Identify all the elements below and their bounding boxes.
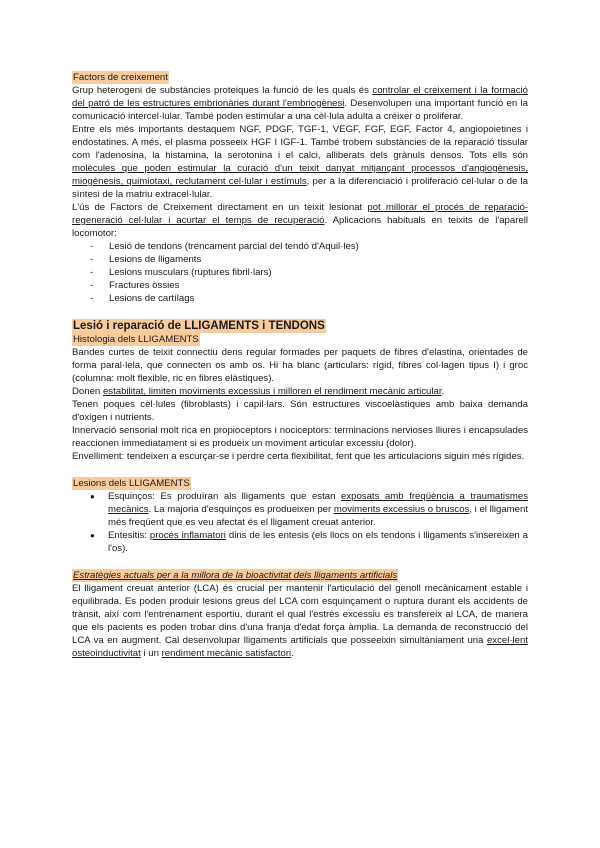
text: . Desenvolupen una important funció en la comunicació intercel·lular. També poden estimular a una cèl·lula adulta a créixer o proliferar. — [72, 98, 528, 122]
underlined-text: procés inflamatori — [149, 530, 226, 541]
text: . La majoria d'esquinços es produeixen per — [148, 504, 334, 515]
text: . — [291, 648, 294, 659]
section-artificial-ligaments — [72, 569, 528, 660]
section-heading: Lesions dels LLIGAMENTS — [73, 478, 190, 489]
underlined-text: excel·lent osteoinductivitat — [72, 635, 528, 659]
paragraph: Envelliment: tendeixen a escurçar-se i perdre certa flexibilitat, fent que les articulacions siguin més rígides. — [72, 451, 525, 462]
list-item: - Lesions de lligaments — [90, 253, 528, 266]
underlined-text: exposats amb freqüència a traumatismes mecànics — [108, 491, 528, 515]
document-page — [72, 71, 528, 660]
paragraph — [72, 582, 528, 660]
paragraph — [72, 201, 528, 240]
text: . — [441, 386, 445, 397]
underlined-text: estabilitat, limiten moviments excessius i milloren el rendiment mecànic articular — [102, 386, 442, 397]
list-item — [90, 529, 528, 555]
paragraph — [72, 123, 528, 201]
main-heading: Lesió i reparació de LLIGAMENTS i TENDONS — [73, 320, 325, 332]
paragraph: Bandes curtes de teixit connectiu dens regular formades per paquets de fibres d'elastina, orientades de forma paral·lela, que connecten os amb os. Hi ha blanc (articulars: rígid, fibres col·lagen tipus I) i groc (columna: molt flexible, ric en fibres elàstiques). — [72, 347, 528, 384]
section-growth-factors — [72, 71, 528, 305]
list-item: - Lesió de tendons (trencament parcial del tendó d'Aquil·les) — [90, 240, 528, 253]
paragraph: Innervació sensorial molt rica en propioceptors i nociceptors: terminacions nervioses lliures i encapsulades reaccionen immediatament si es produeix un moviment articular excessiu (dolor). — [72, 425, 528, 449]
underlined-text: pot millorar el procés de reparació-regeneració cel·lular i acurtar el temps de recuperació — [72, 202, 528, 226]
underlined-text: molècules que poden estimular la curació d'un teixit danyat mitjançant processos d'angiogènesis, miogènesis, quimiotaxi, reclutament cel·lular i estímuls — [72, 163, 528, 187]
text: Entesitis: — [108, 530, 150, 541]
text: i un — [140, 648, 162, 659]
text: Donen — [72, 386, 103, 397]
text: , i el lligament més freqüent que es veu afectat és el lligament creuat anterior. — [108, 504, 529, 528]
text: Grup heterogeni de substàncies proteiques la funció de les quals és — [72, 85, 373, 96]
paragraph: Tenen poques cèl·lules (fibroblasts) i capil·lars. Són estructures viscoelàstiques amb baixa demanda d'oxigen i nutrients. — [72, 399, 528, 423]
text: Entre els més importants destaquem NGF, PDGF, TGF-1, VEGF, FGF, EGF, Factor 4, angiopoietines i endostatines. A més, el plasma posseeix HGF I IGF-1. També trobem substàncies de la reparació tissular com l'adenosina, la histamina, la serotonina i el calci, alliberats dels grànuls densos. Tots ells són — [72, 124, 528, 161]
applications-list — [72, 240, 528, 305]
text: dins de les entesis (els llocs on els tendons i lligaments s'insereixen a l'os). — [108, 530, 529, 554]
text: L'ús de Factors de Creixement directament en un teixit lesionat — [72, 202, 368, 213]
text: Esquinços: Es produïran als lligaments que estan — [108, 491, 341, 502]
list-item — [90, 490, 528, 529]
section-heading: Estratègies actuals per a la millora de la bioactivitat dels lligaments artificials — [73, 570, 398, 581]
sub-heading: Histologia dels LLIGAMENTS — [73, 334, 199, 345]
list-item: - Lesions de cartílags — [90, 292, 528, 305]
list-item: - Lesions musculars (ruptures fibril·lars) — [90, 266, 528, 279]
underlined-text: rendiment mecànic satisfactori — [161, 648, 292, 659]
paragraph — [72, 84, 528, 123]
text: , per a la diferenciació i proliferació cel·lular o de la síntesi de la matriu extracel·lular. — [72, 176, 529, 200]
injuries-list — [72, 490, 528, 555]
underlined-text: moviments excessius o bruscos — [333, 504, 470, 515]
list-item: - Fractures òssies — [90, 279, 528, 292]
section-heading: Factors de creixement — [73, 72, 168, 83]
text: . Aplicacions habituals en teixits de l'aparell locomotor: — [72, 215, 529, 239]
underlined-text: controlar el creixement i la formació del patró de les estructures embrionàries durant l'embriogènesi — [72, 85, 528, 109]
section-ligaments-tendons — [72, 319, 528, 463]
paragraph — [72, 385, 528, 398]
section-ligament-injuries — [72, 477, 528, 555]
text: El lligament creuat anterior (LCA) és crucial per mantenir l'articulació del genoll mecànicament estable i equilibrada. Es poden produir lesions greus del LCA com esquinçament o ruptura durant els accidents de trànsit, així com l'entrenament esportiu, durant el qual l'estrès excessiu es transfereix al LCA, de manera que els pacients es poden trobar dins d'una franja d'edat força àmplia. La demanda de reconstrucció del LCA va en augment. Cal desenvolupar lligaments artificials que posseeixin simultàniament una — [72, 583, 528, 646]
